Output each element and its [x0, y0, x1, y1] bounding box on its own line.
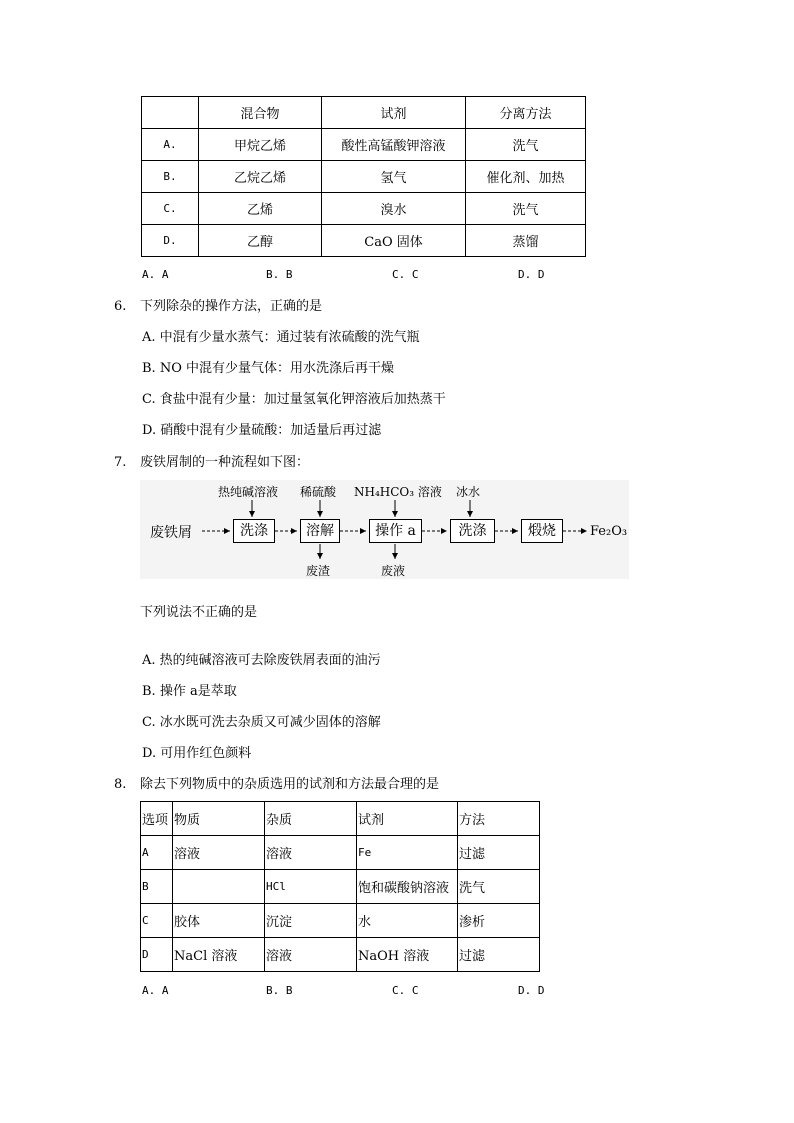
table-cell: C. — [142, 193, 199, 225]
flow-step-calcine: 煅烧 — [521, 519, 563, 543]
table-cell: 过滤 — [458, 938, 540, 972]
question-stem: 除去下列物质中的杂质选用的试剂和方法最合理的是 — [140, 777, 440, 792]
table-cell: 溴水 — [322, 193, 466, 225]
answer-option-a: A. A — [142, 268, 169, 281]
flow-input-label: 稀硫酸 — [300, 485, 337, 499]
flow-start-label: 废铁屑 — [150, 525, 192, 541]
table-cell: 水 — [357, 904, 458, 938]
table-cell: 乙烷乙烯 — [199, 161, 322, 193]
table-row — [142, 129, 586, 161]
table-header-row — [142, 97, 586, 129]
header-cell: 选项 — [141, 802, 173, 836]
table-cell: 沉淀 — [265, 904, 357, 938]
question-number: 6. — [114, 299, 127, 314]
question-number: 8. — [114, 777, 127, 792]
table-cell: HCl — [265, 870, 357, 904]
table-cell: B. — [142, 161, 199, 193]
table-cell: 胶体 — [173, 904, 265, 938]
table-cell: 饱和碳酸钠溶液 — [357, 870, 458, 904]
table-cell: 洗气 — [458, 870, 540, 904]
option-a: A. 中混有少量水蒸气：通过装有浓硫酸的洗气瓶 — [142, 330, 420, 345]
table-cell: D. — [142, 225, 199, 257]
table-cell: 洗气 — [466, 193, 586, 225]
answer-option-b: B. B — [266, 268, 293, 281]
table-cell: 催化剂、加热 — [466, 161, 586, 193]
table-cell: 甲烷乙烯 — [199, 129, 322, 161]
flow-input-label: NH₄HCO₃ 溶液 — [354, 485, 442, 499]
flow-input-label: 热纯碱溶液 — [218, 485, 279, 499]
table-cell: 洗气 — [466, 129, 586, 161]
question-stem: 下列除杂的操作方法，正确的是 — [140, 299, 323, 314]
table-row — [141, 836, 540, 870]
impurity-table — [140, 801, 540, 972]
table-cell: 酸性高锰酸钾溶液 — [322, 129, 466, 161]
flow-step-wash-2: 洗涤 — [450, 519, 495, 543]
flow-input-label: 冰水 — [456, 485, 481, 499]
question-number: 7. — [114, 455, 127, 470]
option-a: A. 热的纯碱溶液可去除废铁屑表面的油污 — [142, 653, 381, 668]
header-cell — [142, 97, 199, 129]
option-b: B. NO 中混有少量气体：用水洗涤后再干燥 — [142, 361, 394, 376]
table-cell: 氢气 — [322, 161, 466, 193]
table-cell: CaO 固体 — [322, 225, 466, 257]
table-cell: A. — [142, 129, 199, 161]
question-stem: 废铁屑制的一种流程如下图： — [140, 455, 310, 470]
table-cell — [173, 870, 265, 904]
table-row — [142, 193, 586, 225]
table-header-row — [141, 802, 540, 836]
answer-option-b: B. B — [266, 984, 293, 997]
table-cell: 溶液 — [265, 836, 357, 870]
table-cell: 蒸馏 — [466, 225, 586, 257]
table-cell: 过滤 — [458, 836, 540, 870]
table-row — [141, 904, 540, 938]
table-row — [141, 870, 540, 904]
flow-end-label: Fe₂O₃ — [590, 524, 628, 539]
flow-step-wash: 洗涤 — [233, 519, 275, 543]
table-row — [142, 225, 586, 257]
header-cell: 试剂 — [322, 97, 466, 129]
flow-output-label: 废渣 — [306, 564, 331, 578]
mixture-table — [141, 96, 586, 257]
option-c: C. 食盐中混有少量：加过量氢氧化钾溶液后加热蒸干 — [142, 392, 446, 407]
option-d: D. 可用作红色颜料 — [142, 746, 252, 761]
option-c: C. 冰水既可洗去杂质又可减少固体的溶解 — [142, 715, 381, 730]
table-cell: 乙醇 — [199, 225, 322, 257]
table-cell: A — [141, 836, 173, 870]
table-cell: Fe — [357, 836, 458, 870]
header-cell: 物质 — [173, 802, 265, 836]
table-cell: 溶液 — [265, 938, 357, 972]
table-cell: 乙烯 — [199, 193, 322, 225]
table-row — [141, 938, 540, 972]
flow-step-dissolve: 溶解 — [300, 519, 340, 543]
header-cell: 杂质 — [265, 802, 357, 836]
table-row — [142, 161, 586, 193]
header-cell: 试剂 — [357, 802, 458, 836]
answer-option-c: C. C — [392, 268, 419, 281]
answer-option-c: C. C — [392, 984, 419, 997]
option-b: B. 操作 a是萃取 — [142, 684, 237, 699]
table-cell: C — [141, 904, 173, 938]
table-cell: NaOH 溶液 — [357, 938, 458, 972]
answer-option-d: D. D — [518, 984, 545, 997]
table-cell: B — [141, 870, 173, 904]
question-sub-stem: 下列说法不正确的是 — [140, 605, 258, 620]
flow-step-operation-a: 操作 a — [369, 519, 422, 543]
table-cell: D — [141, 938, 173, 972]
answer-option-d: D. D — [518, 268, 545, 281]
table-cell: 渗析 — [458, 904, 540, 938]
table-cell: 溶液 — [173, 836, 265, 870]
process-flow-diagram — [140, 480, 629, 579]
header-cell: 分离方法 — [466, 97, 586, 129]
option-d: D. 硝酸中混有少量硫酸：加适量后再过滤 — [142, 423, 382, 438]
flow-output-label: 废液 — [381, 564, 406, 578]
header-cell: 混合物 — [199, 97, 322, 129]
answer-option-a: A. A — [142, 984, 169, 997]
table-cell: NaCl 溶液 — [173, 938, 265, 972]
header-cell: 方法 — [458, 802, 540, 836]
